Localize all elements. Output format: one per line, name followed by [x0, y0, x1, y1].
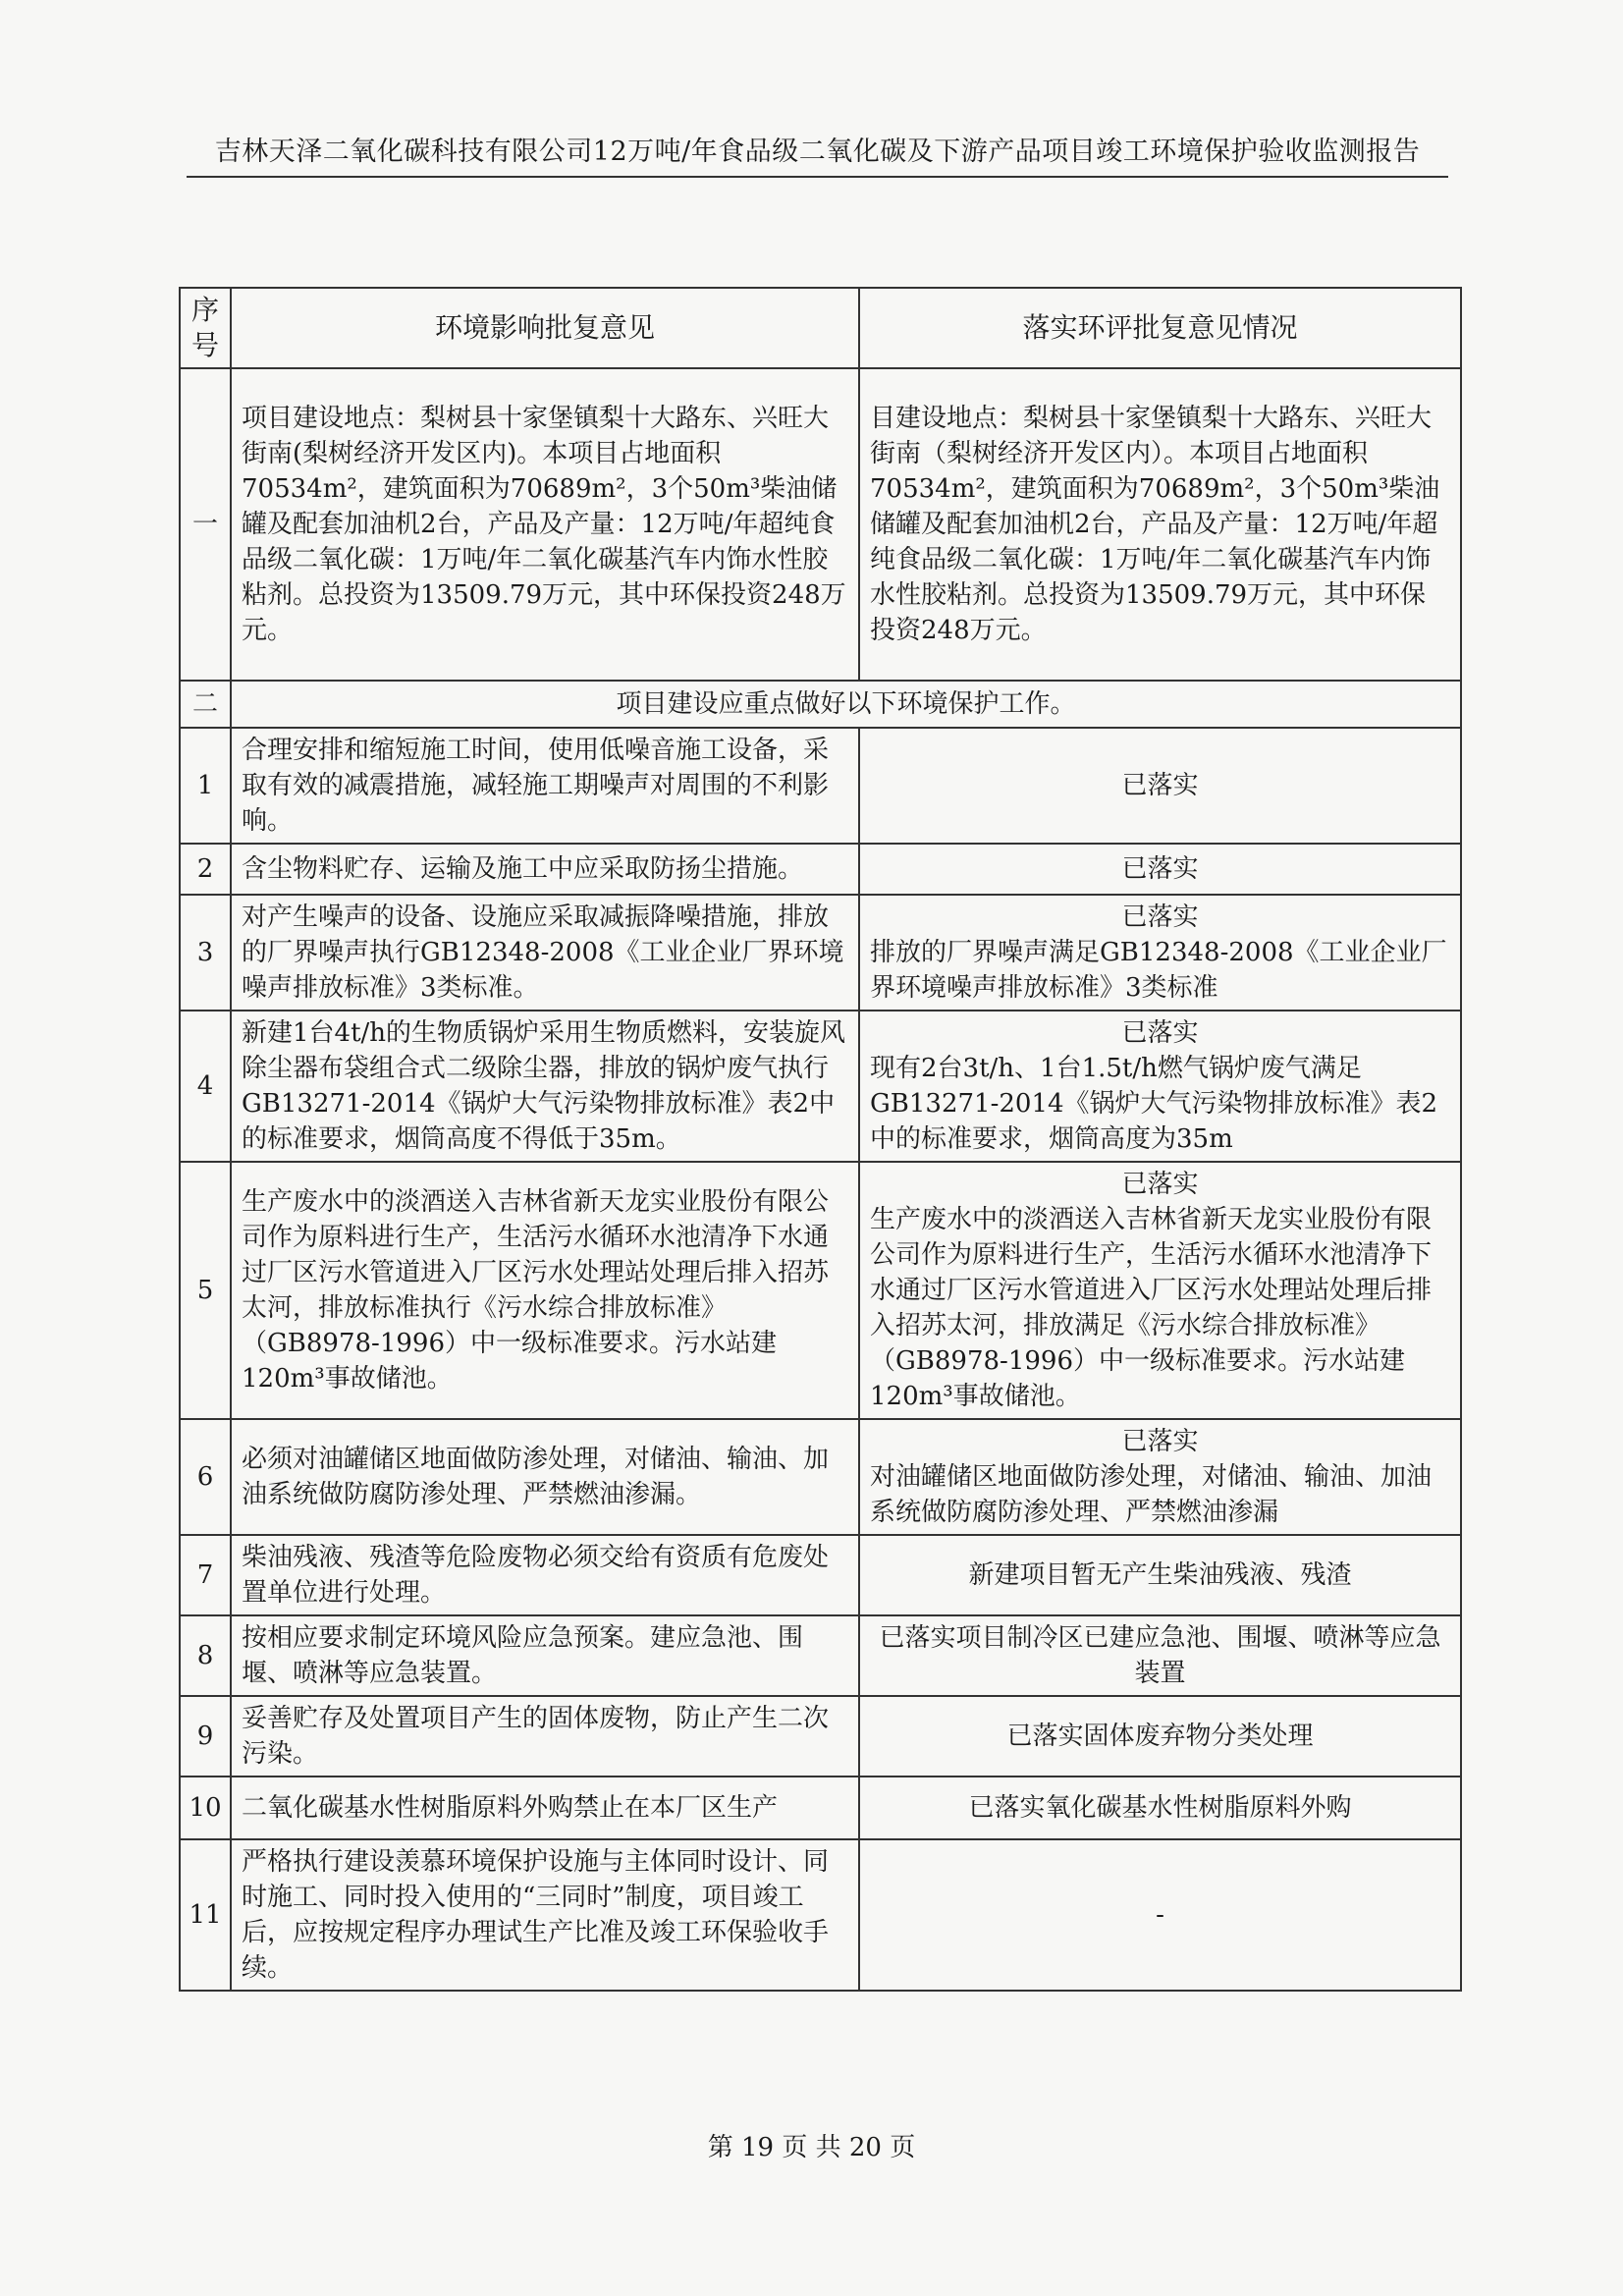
approval-requirement: 对产生噪声的设备、设施应采取减振降噪措施，排放的厂界噪声执行GB12348-2008《工业企业厂界环境噪声排放标准》3类标准。: [231, 895, 859, 1011]
approval-requirement: 严格执行建设羡慕环境保护设施与主体同时设计、同时施工、同时投入使用的“三同时”制度，项目竣工后，应按规定程序办理试生产比准及竣工环保验收手续。: [231, 1839, 859, 1991]
implementation-cell: [859, 1615, 1461, 1696]
page-number: 第 19 页 共 20 页: [707, 2133, 916, 2162]
implementation-cell: [859, 728, 1461, 844]
approval-requirement: 含尘物料贮存、运输及施工中应采取防扬尘措施。: [231, 844, 859, 895]
approval-opinion-table: [179, 287, 1462, 1992]
table-row: [180, 1535, 1461, 1615]
row-number: 10: [180, 1777, 231, 1839]
table-row: [180, 1162, 1461, 1419]
section-heading: 项目建设应重点做好以下环境保护工作。: [231, 681, 1461, 728]
approval-requirement: 必须对油罐储区地面做防渗处理，对储油、输油、加油系统做防腐防渗处理、严禁燃油渗漏。: [231, 1419, 859, 1535]
implementation-status: 已落实: [1121, 1018, 1199, 1048]
row-number: 11: [180, 1839, 231, 1991]
requirement-rows: [180, 728, 1461, 1991]
implementation-status: 已落实固体废弃物分类处理: [1006, 1722, 1314, 1751]
implementation-status: 已落实: [1121, 1427, 1199, 1456]
approval-requirement: 二氧化碳基水性树脂原料外购禁止在本厂区生产: [231, 1777, 859, 1839]
row-number: 6: [180, 1419, 231, 1535]
implementation-detail: 生产废水中的淡酒送入吉林省新天龙实业股份有限公司作为原料进行生产，生活污水循环水池清净下水通过厂区污水管道进入厂区污水处理站处理后排入招苏太河，排放满足《污水综合排放标准》（GB8978-1996）中一级标准要求。污水站建120m³事故储池。: [870, 1205, 1433, 1411]
implementation-status: 已落实项目制冷区已建应急池、围堰、喷淋等应急装置: [879, 1623, 1441, 1688]
implementation-status: 已落实: [1121, 902, 1199, 932]
row-number: 2: [180, 844, 231, 895]
approval-requirement: 妥善贮存及处置项目产生的固体废物，防止产生二次污染。: [231, 1696, 859, 1777]
row-number: 8: [180, 1615, 231, 1696]
col-header-implementation: 落实环评批复意见情况: [859, 288, 1461, 368]
implementation-status: 已落实氧化碳基水性树脂原料外购: [968, 1793, 1352, 1823]
row-number: 7: [180, 1535, 231, 1615]
section-row-2: [180, 681, 1461, 728]
implementation-cell: [859, 1011, 1461, 1162]
implementation-cell: [859, 1839, 1461, 1991]
row-number: 3: [180, 895, 231, 1011]
approval-requirement: 柴油残液、残渣等危险废物必须交给有资质有危废处置单位进行处理。: [231, 1535, 859, 1615]
row-number: 4: [180, 1011, 231, 1162]
implementation-cell: [859, 1419, 1461, 1535]
row-number: 1: [180, 728, 231, 844]
implementation-status: 新建项目暂无产生柴油残液、残渣: [968, 1560, 1352, 1590]
implementation-detail: 排放的厂界噪声满足GB12348-2008《工业企业厂界环境噪声排放标准》3类标准: [870, 938, 1447, 1003]
implementation-text: 目建设地点：梨树县十家堡镇梨十大路东、兴旺大街南（梨树经济开发区内）。本项目占地面积70534m²，建筑面积为70689m²，3个50m³柴油储罐及配套加油机2台，产品及产量：12万吨/年超纯食品级二氧化碳：1万吨/年二氧化碳基汽车内饰水性胶粘剂。总投资为13509.79万元，其中环保投资248万元。: [859, 368, 1461, 681]
implementation-cell: [859, 895, 1461, 1011]
implementation-cell: [859, 1777, 1461, 1839]
approval-text: 项目建设地点：梨树县十家堡镇梨十大路东、兴旺大街南(梨树经济开发区内)。本项目占地面积70534m²，建筑面积为70689m²，3个50m³柴油储罐及配套加油机2台，产品及产量：12万吨/年超纯食品级二氧化碳：1万吨/年二氧化碳基汽车内饰水性胶粘剂。总投资为13509.79万元，其中环保投资248万元。: [231, 368, 859, 681]
table-row: [180, 1011, 1461, 1162]
table-row: [180, 1777, 1461, 1839]
table-row: [180, 1419, 1461, 1535]
table-row: [180, 1696, 1461, 1777]
row-number: 5: [180, 1162, 231, 1419]
table-row: [180, 728, 1461, 844]
approval-requirement: 合理安排和缩短施工时间，使用低噪音施工设备，采取有效的减震措施，减轻施工期噪声对周围的不利影响。: [231, 728, 859, 844]
table-header-row: [180, 288, 1461, 368]
section-number: 二: [180, 681, 231, 728]
section-row-1: [180, 368, 1461, 681]
implementation-status: 已落实: [1121, 854, 1199, 884]
implementation-detail: 对油罐储区地面做防渗处理，对储油、输油、加油系统做防腐防渗处理、严禁燃油渗漏: [870, 1462, 1433, 1527]
col-header-number: 序号: [180, 288, 231, 368]
implementation-detail: 现有2台3t/h、1台1.5t/h燃气锅炉废气满足GB13271-2014《锅炉大气污染物排放标准》表2中的标准要求，烟筒高度为35m: [870, 1054, 1438, 1154]
implementation-status: -: [1156, 1900, 1164, 1930]
table-row: [180, 895, 1461, 1011]
table-row: [180, 1615, 1461, 1696]
implementation-cell: [859, 844, 1461, 895]
implementation-status: 已落实: [1121, 1170, 1199, 1199]
implementation-cell: [859, 1696, 1461, 1777]
implementation-cell: [859, 1162, 1461, 1419]
approval-requirement: 生产废水中的淡酒送入吉林省新天龙实业股份有限公司作为原料进行生产，生活污水循环水池清净下水通过厂区污水管道进入厂区污水处理站处理后排入招苏太河，排放标准执行《污水综合排放标准》（GB8978-1996）中一级标准要求。污水站建120m³事故储池。: [231, 1162, 859, 1419]
section-number: 一: [180, 368, 231, 681]
implementation-cell: [859, 1535, 1461, 1615]
col-header-approval-opinion: 环境影响批复意见: [231, 288, 859, 368]
table-row: [180, 844, 1461, 895]
row-number: 9: [180, 1696, 231, 1777]
table-row: [180, 1839, 1461, 1991]
implementation-status: 已落实: [1121, 771, 1199, 800]
approval-requirement: 新建1台4t/h的生物质锅炉采用生物质燃料，安装旋风除尘器布袋组合式二级除尘器，排放的锅炉废气执行GB13271-2014《锅炉大气污染物排放标准》表2中的标准要求，烟筒高度不得低于35m。: [231, 1011, 859, 1162]
report-header-title: 吉林天泽二氧化碳科技有限公司12万吨/年食品级二氧化碳及下游产品项目竣工环境保护验收监测报告: [187, 130, 1448, 178]
approval-requirement: 按相应要求制定环境风险应急预案。建应急池、围堰、喷淋等应急装置。: [231, 1615, 859, 1696]
